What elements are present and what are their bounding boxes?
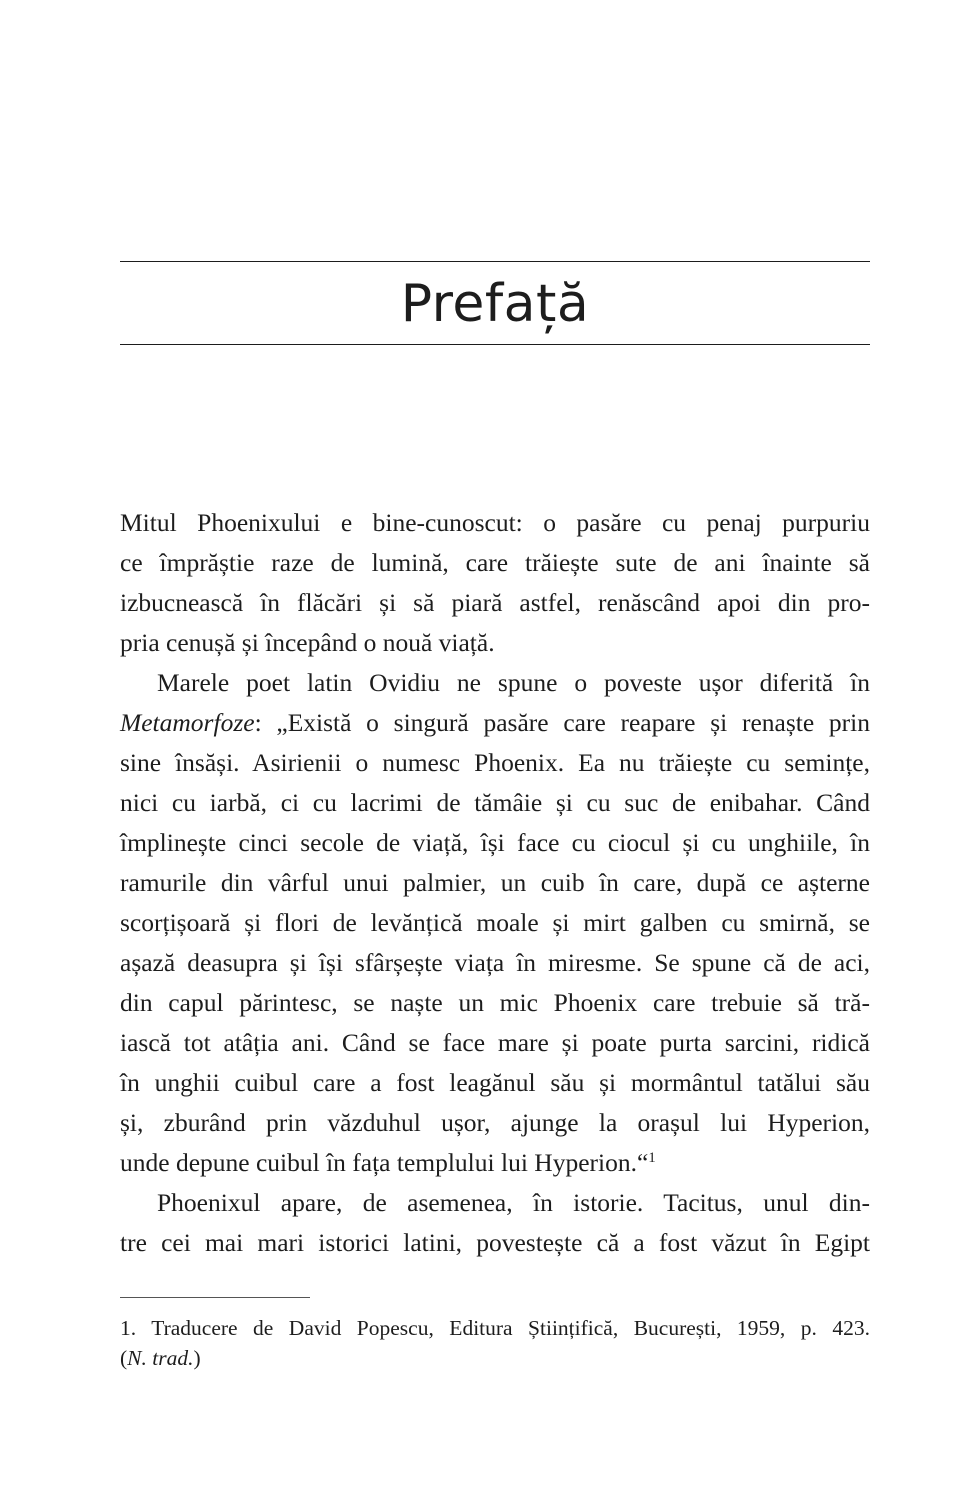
text-line: Phoenixul apare, de asemenea, în istorie. Tacitus, unul din- bbox=[157, 1188, 870, 1217]
title-rule-bottom bbox=[120, 344, 870, 345]
paragraph-2 bbox=[120, 663, 870, 1183]
paragraph-1 bbox=[120, 503, 870, 663]
text-line: unde depune cuibul în fața templului lui Hyperion.“ bbox=[120, 1148, 649, 1177]
text-line: ce împrăștie raze de lumină, care trăiește sute de ani înainte să bbox=[120, 548, 870, 577]
text-line: Marele poet latin Ovidiu ne spune o poveste ușor diferită în bbox=[157, 668, 870, 697]
text-line: în unghii cuibul care a fost leagănul său și mormântul tatălui său bbox=[120, 1068, 870, 1097]
text-line: așază deasupra și își sfârșește viața în miresme. Se spune că de aci, bbox=[120, 948, 870, 977]
paragraph-3 bbox=[120, 1183, 870, 1263]
text-line: împlinește cinci secole de viață, își face cu ciocul și cu unghiile, în bbox=[120, 828, 870, 857]
text-line-with-footnote bbox=[120, 1143, 870, 1183]
text-line: din capul părintesc, se naște un mic Phoenix care trebuie să tră- bbox=[120, 988, 870, 1017]
text-line: tre cei mai mari istorici latini, povestește că a fost văzut în Egipt bbox=[120, 1228, 870, 1257]
text-line: izbucnească în flăcări și să piară astfel, renăscând apoi din pro- bbox=[120, 588, 870, 617]
footnote-marker[interactable]: 1 bbox=[648, 1150, 656, 1166]
footnote-italic: N. trad. bbox=[127, 1346, 194, 1370]
italic-title: Metamorfoze bbox=[120, 708, 255, 737]
title-rule-top bbox=[120, 261, 870, 262]
text-line: nici cu iarbă, ci cu lacrimi de tămâie și cu suc de enibahar. Când bbox=[120, 788, 870, 817]
text-line-with-italic bbox=[120, 703, 870, 743]
footnote-paren-open: ( bbox=[120, 1346, 128, 1370]
text-line: iască tot atâția ani. Când se face mare și poate purta sarcini, ridică bbox=[120, 1028, 870, 1057]
footnote-paren-close: ) bbox=[193, 1346, 201, 1370]
page-title: Prefață bbox=[400, 274, 590, 334]
text-line: pria cenușă și începând o nouă viață. bbox=[120, 628, 495, 657]
main-text bbox=[120, 503, 870, 1263]
footnote-line: 1. Traducere de David Popescu, Editura Științifică, București, 1959, p. 423. bbox=[120, 1316, 870, 1340]
footnote-separator bbox=[120, 1297, 310, 1298]
text-line: ramurile din vârful unui palmier, un cuib în care, după ce așterne bbox=[120, 868, 870, 897]
text-line: Mitul Phoenixului e bine-cunoscut: o pasăre cu penaj purpuriu bbox=[120, 508, 870, 537]
text-line: și, zburând prin văzduhul ușor, ajunge la orașul lui Hyperion, bbox=[120, 1108, 870, 1137]
text-line: sine însăși. Asirienii o numesc Phoenix. Ea nu trăiește cu semințe, bbox=[120, 748, 870, 777]
text-line-rest: : „Există o singură pasăre care reapare și renaște prin bbox=[254, 708, 870, 737]
footnote-line bbox=[120, 1343, 870, 1373]
text-line: scorțișoară și flori de levănțică moale și mirt galben cu smirnă, se bbox=[120, 908, 870, 937]
footnote bbox=[120, 1313, 870, 1373]
